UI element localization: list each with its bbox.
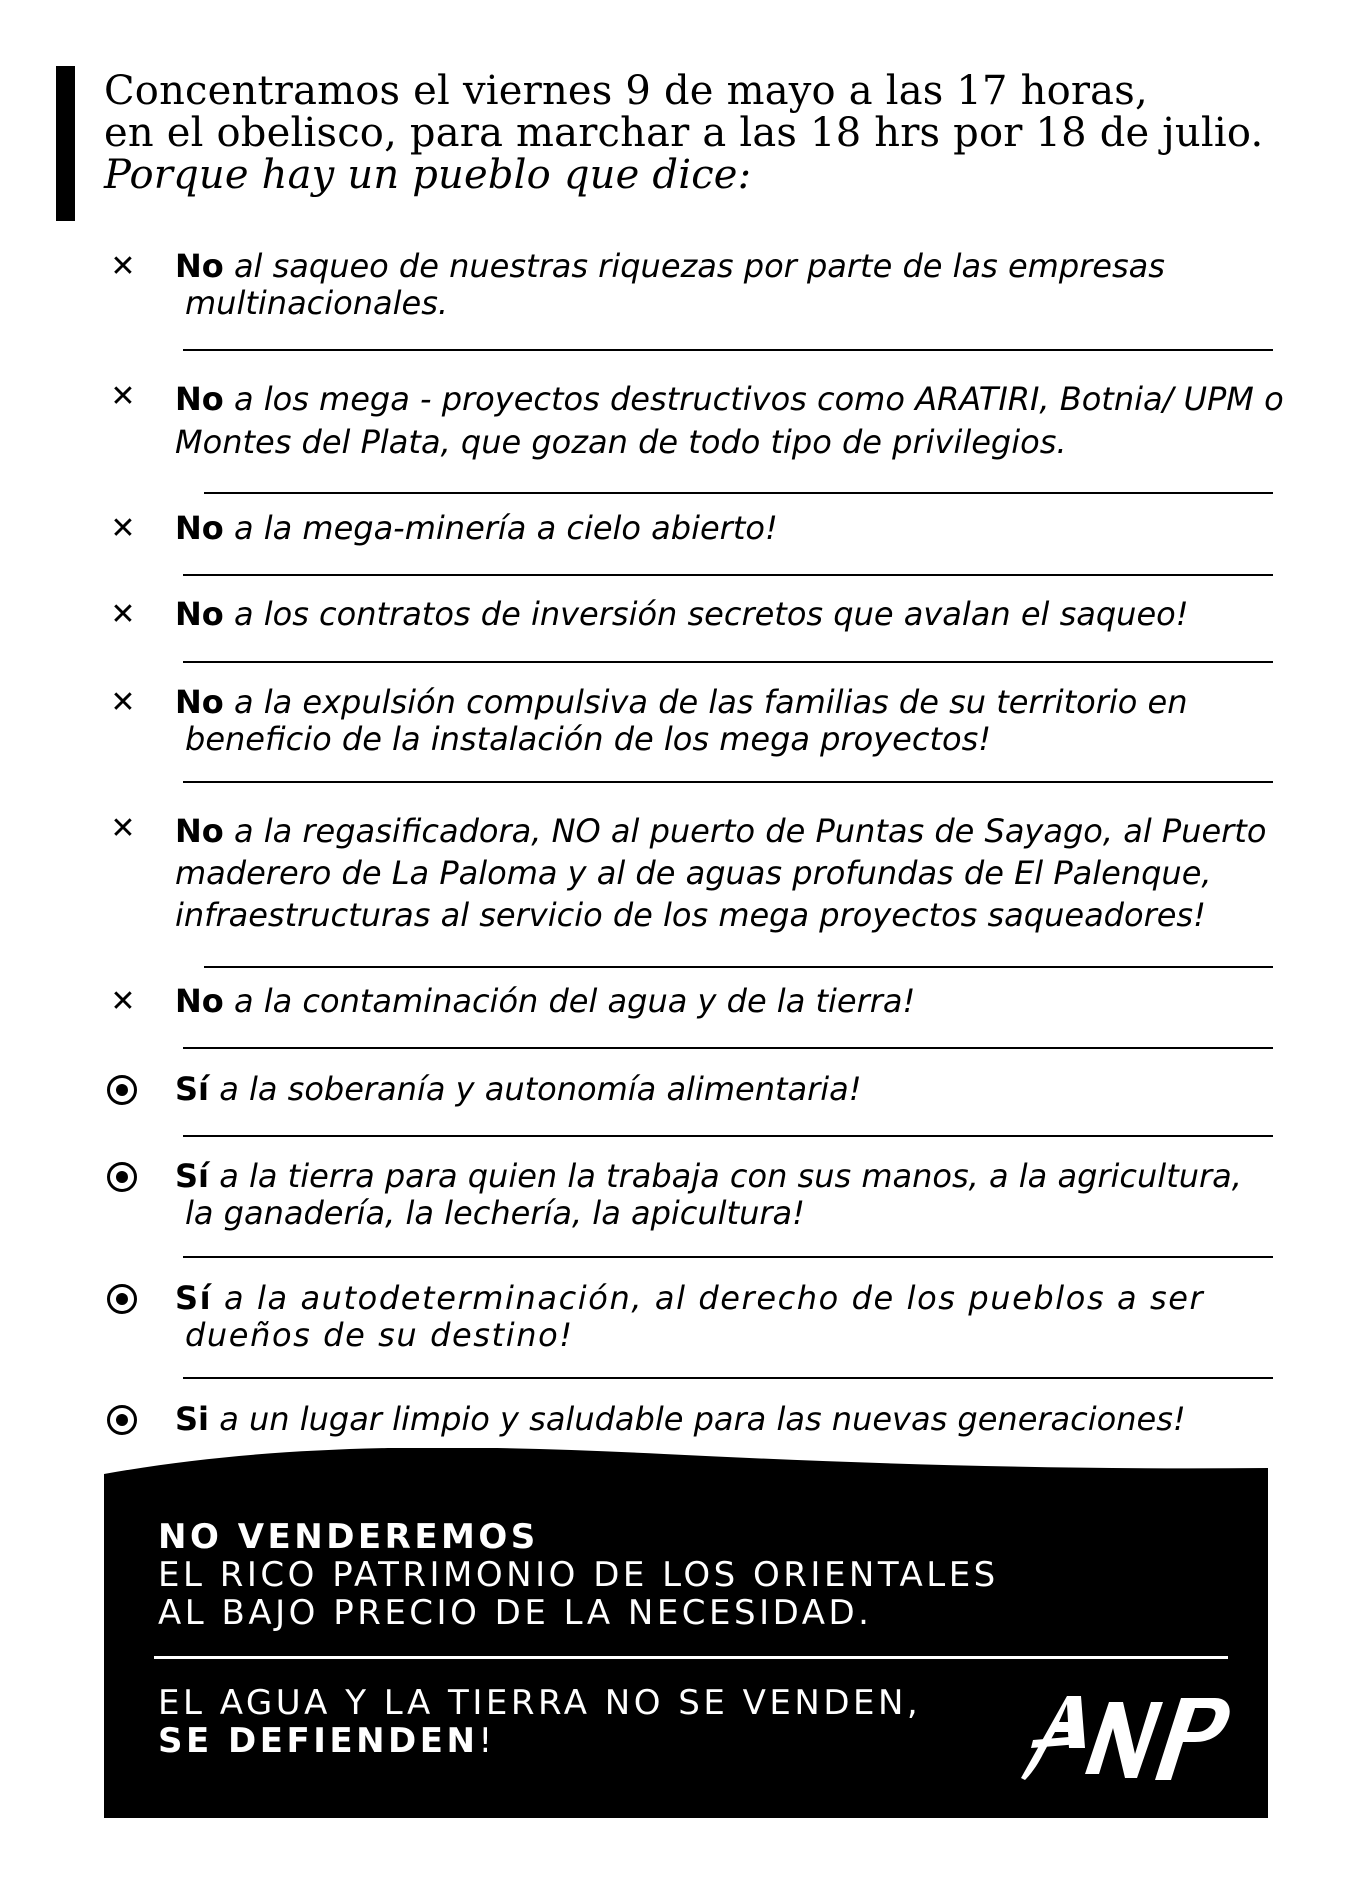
- divider-rule: [183, 574, 1273, 576]
- footer-closing: [158, 1684, 921, 1760]
- x-icon: ✕: [110, 685, 136, 720]
- divider-rule: [183, 661, 1273, 663]
- list-item-text: No al saqueo de nuestras riquezas por parte de las empresas multinacionales.: [175, 247, 1165, 322]
- target-icon: [107, 1405, 137, 1435]
- closing-bold: SE DEFIENDEN: [158, 1721, 479, 1761]
- closing-line-1: EL AGUA Y LA TIERRA NO SE VENDEN,: [158, 1683, 922, 1723]
- slogan-bold: NO VENDEREMOS: [158, 1517, 539, 1557]
- footer-divider: [154, 1656, 1228, 1659]
- x-icon: ✕: [110, 984, 136, 1019]
- list-item-text: Sí a la tierra para quien la trabaja con sus manos, a la agricultura, la ganadería, la lechería, la apicultura!: [175, 1157, 1242, 1232]
- closing-end: !: [478, 1721, 496, 1761]
- x-icon: ✕: [110, 811, 136, 846]
- list-item-text: No a la regasificadora, NO al puerto de Puntas de Sayago, al Puerto maderero de La Paloma y al de aguas profundas de El Palenque, infraestructuras al servicio de los mega proyectos saqueadores!: [175, 812, 1267, 934]
- divider-rule: [204, 492, 1273, 494]
- divider-rule: [183, 1256, 1273, 1258]
- x-icon: ✕: [110, 511, 136, 546]
- slogan-line-2: EL RICO PATRIMONIO DE LOS ORIENTALES: [158, 1555, 999, 1595]
- list-item-text: No a la contaminación del agua y de la tierra!: [175, 982, 916, 1020]
- list-item-text: No a los mega - proyectos destructivos como ARATIRI, Botnia/ UPM o Montes del Plata, que gozan de todo tipo de privilegios.: [175, 380, 1284, 461]
- target-icon: [107, 1284, 137, 1314]
- header-line-2: en el obelisco, para marchar a las 18 hrs por 18 de julio.: [104, 110, 1264, 156]
- x-icon: ✕: [110, 379, 136, 414]
- header-accent-bar: [56, 66, 75, 221]
- list-item-text: Sí a la soberanía y autonomía alimentaria!: [175, 1070, 862, 1108]
- divider-rule: [183, 349, 1273, 351]
- list-item-text: No a los contratos de inversión secretos que avalan el saqueo!: [175, 595, 1189, 633]
- anp-logo: [1019, 1688, 1234, 1788]
- divider-rule: [183, 1135, 1273, 1137]
- x-icon: ✕: [110, 597, 136, 632]
- divider-rule: [183, 1047, 1273, 1049]
- target-icon: [107, 1162, 137, 1192]
- list-item-text: No a la mega-minería a cielo abierto!: [175, 509, 778, 547]
- x-icon: ✕: [110, 249, 136, 284]
- footer-banner: [104, 1448, 1268, 1818]
- header-line-1: Concentramos el viernes 9 de mayo a las 17 horas,: [104, 68, 1148, 114]
- list-item-text: Si a un lugar limpio y saludable para las nuevas generaciones!: [175, 1400, 1186, 1438]
- divider-rule: [183, 781, 1273, 783]
- footer-slogan: [158, 1518, 999, 1632]
- divider-rule: [183, 1377, 1273, 1379]
- target-icon: [107, 1075, 137, 1105]
- list-item-text: No a la expulsión compulsiva de las familias de su territorio en beneficio de la instalación de los mega proyectos!: [175, 683, 1188, 758]
- list-item-text: Sí a la autodeterminación, al derecho de los pueblos a ser dueños de su destino!: [175, 1279, 1205, 1354]
- header: [104, 70, 1263, 196]
- slogan-line-3: AL BAJO PRECIO DE LA NECESIDAD.: [158, 1593, 873, 1633]
- header-intro: Porque hay un pueblo que dice:: [104, 152, 752, 198]
- divider-rule: [204, 966, 1273, 968]
